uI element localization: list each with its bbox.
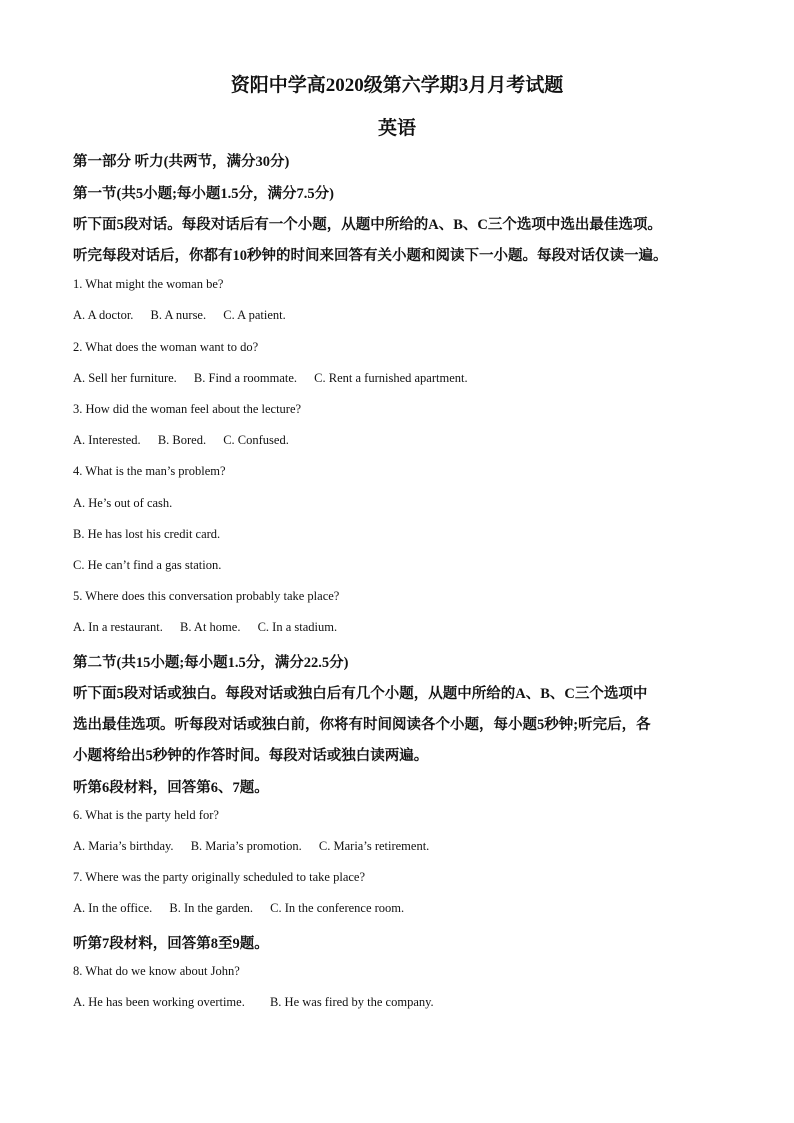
question-text: 2. What does the woman want to do? bbox=[73, 340, 259, 354]
section1-instruction-line: 听下面5段对话。每段对话后有一个小题，从题中所给的A、B、C三个选项中选出最佳选项。 bbox=[73, 217, 662, 233]
options-row bbox=[73, 839, 733, 854]
part1-heading: 第一部分 听力(共两节，满分30分) bbox=[73, 154, 290, 170]
options-row bbox=[73, 995, 733, 1010]
subject-title: 英语 bbox=[377, 118, 416, 139]
option-b: B. At home. bbox=[180, 620, 241, 634]
section1-instruction-line: 听完每段对话后，你都有10秒钟的时间来回答有关小题和阅读下一小题。每段对话仅读一遍。 bbox=[73, 248, 668, 264]
option-b: B. A nurse. bbox=[150, 308, 207, 322]
options-row bbox=[73, 620, 733, 635]
options-row bbox=[73, 901, 733, 916]
material-7-heading: 听第7段材料，回答第8至9题。 bbox=[73, 936, 269, 952]
option-a: A. He’s out of cash. bbox=[73, 496, 173, 510]
question-text: 6. What is the party held for? bbox=[73, 808, 219, 822]
option-c: C. He can’t find a gas station. bbox=[73, 558, 222, 572]
question-text: 8. What do we know about John? bbox=[73, 964, 240, 978]
option-b: B. He was fired by the company. bbox=[269, 995, 434, 1009]
option-c: C. In a stadium. bbox=[257, 620, 338, 634]
option-a: A. Interested. bbox=[73, 433, 141, 447]
material-6-heading: 听第6段材料，回答第6、7题。 bbox=[73, 780, 269, 796]
section2-instruction-line: 听下面5段对话或独白。每段对话或独白后有几个小题，从题中所给的A、B、C三个选项中 bbox=[73, 686, 648, 702]
question-text: 5. Where does this conversation probably take place? bbox=[73, 589, 340, 603]
option-b: B. Maria’s promotion. bbox=[190, 839, 302, 853]
options-row bbox=[73, 433, 733, 448]
option-c: C. Maria’s retirement. bbox=[318, 839, 430, 853]
option-c: C. A patient. bbox=[223, 308, 286, 322]
option-c: C. In the conference room. bbox=[270, 901, 405, 915]
option-a: A. In the office. bbox=[73, 901, 153, 915]
option-a: A. A doctor. bbox=[73, 308, 134, 322]
section2-instruction-line: 选出最佳选项。听每段对话或独白前，你将有时间阅读各个小题，每小题5秒钟;听完后，各 bbox=[73, 717, 651, 733]
option-c: C. Confused. bbox=[223, 433, 289, 447]
option-a: A. In a restaurant. bbox=[73, 620, 163, 634]
option-a: A. He has been working overtime. bbox=[73, 995, 245, 1009]
question-text: 1. What might the woman be? bbox=[73, 277, 224, 291]
section2-heading: 第二节(共15小题;每小题1.5分，满分22.5分) bbox=[73, 655, 349, 671]
question-text: 3. How did the woman feel about the lecture? bbox=[73, 402, 302, 416]
exam-title: 资阳中学高2020级第六学期3月月考试题 bbox=[230, 75, 564, 96]
options-row bbox=[73, 308, 733, 323]
question-text: 7. Where was the party originally scheduled to take place? bbox=[73, 870, 366, 884]
section2-instruction-line: 小题将给出5秒钟的作答时间。每段对话或独白读两遍。 bbox=[73, 748, 429, 764]
option-b: B. He has lost his credit card. bbox=[73, 527, 221, 541]
option-b: B. Bored. bbox=[157, 433, 207, 447]
option-a: A. Sell her furniture. bbox=[73, 371, 177, 385]
question-text: 4. What is the man’s problem? bbox=[73, 464, 226, 478]
option-a: A. Maria’s birthday. bbox=[73, 839, 174, 853]
section1-heading: 第一节(共5小题;每小题1.5分，满分7.5分) bbox=[73, 186, 334, 202]
option-c: C. Rent a furnished apartment. bbox=[314, 371, 468, 385]
option-b: B. In the garden. bbox=[169, 901, 254, 915]
options-row bbox=[73, 371, 733, 386]
option-b: B. Find a roommate. bbox=[193, 371, 298, 385]
